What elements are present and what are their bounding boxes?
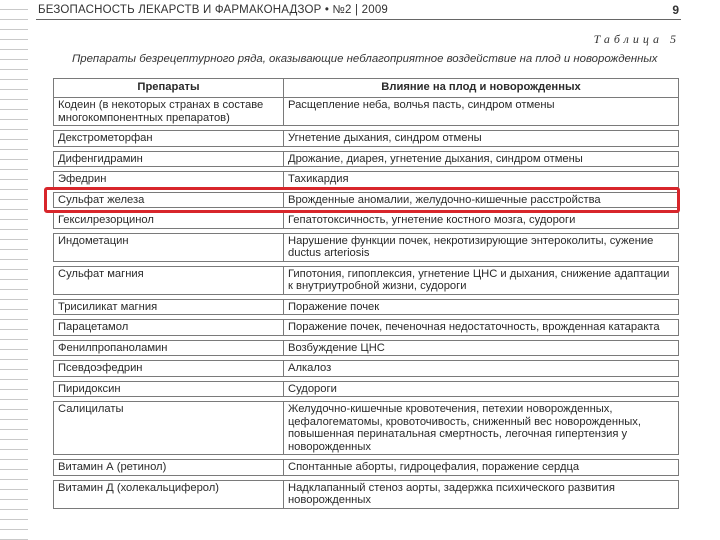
table-row: [54, 131, 679, 147]
table-row: [54, 233, 679, 261]
table-header-row: [54, 79, 679, 98]
drug-effects-table: [53, 78, 679, 509]
table-row: [54, 402, 679, 455]
effect-cell: Гипотония, гипоплексия, угнетение ЦНС и дыхания, снижение адаптации к внутриутробной жизни, судороги: [284, 266, 679, 294]
table-row: [54, 361, 679, 377]
drug-cell: Псевдоэфедрин: [54, 361, 284, 377]
effect-cell: Поражение почек: [284, 299, 679, 315]
effect-cell: Возбуждение ЦНС: [284, 340, 679, 356]
page-number: 9: [672, 3, 679, 17]
effect-cell: Тахикардия: [284, 172, 679, 188]
column-header-drugs: Препараты: [54, 79, 284, 98]
drug-cell: Сульфат магния: [54, 266, 284, 294]
drug-cell: Пиридоксин: [54, 381, 284, 397]
drug-cell: Эфедрин: [54, 172, 284, 188]
drug-cell: Кодеин (в некоторых странах в составе многокомпонентных препаратов): [54, 98, 284, 126]
table-body: [54, 98, 679, 509]
document-page: [36, 0, 686, 540]
drug-cell: Декстрометорфан: [54, 131, 284, 147]
table-row: [54, 98, 679, 126]
table-row: [54, 213, 679, 229]
drug-cell: Гексилрезорцинол: [54, 213, 284, 229]
drug-cell: Парацетамол: [54, 320, 284, 336]
effect-cell: Алкалоз: [284, 361, 679, 377]
effect-cell: Гепатотоксичность, угнетение костного мозга, судороги: [284, 213, 679, 229]
table-label: Таблица 5: [593, 32, 680, 46]
effect-cell: Поражение почек, печеночная недостаточность, врожденная катаракта: [284, 320, 679, 336]
effect-cell: Нарушение функции почек, некротизирующие энтероколиты, сужение ductus arteriosis: [284, 233, 679, 261]
table-row: [54, 480, 679, 508]
table-row: [54, 151, 679, 167]
table-caption: Препараты безрецептурного ряда, оказывающие неблагоприятное воздействие на плод и новорожденных: [72, 53, 658, 65]
column-header-effects: Влияние на плод и новорожденных: [284, 79, 679, 98]
journal-title: БЕЗОПАСНОСТЬ ЛЕКАРСТВ И ФАРМАКОНАДЗОР • №2 | 2009: [38, 4, 389, 16]
running-header: [36, 3, 681, 20]
drug-cell: Фенилпропаноламин: [54, 340, 284, 356]
slide-left-stripe: [0, 0, 28, 540]
effect-cell: Желудочно-кишечные кровотечения, петехии новорожденных, цефалогематомы, кровоточивость, сниженный вес новорожденных, повышенная перинатальная смертность, легочная гипертензия у новорожденных: [284, 402, 679, 455]
effect-cell: Расщепление неба, волчья пасть, синдром отмены: [284, 98, 679, 126]
effect-cell: Угнетение дыхания, синдром отмены: [284, 131, 679, 147]
drug-cell: Сульфат железа: [54, 192, 284, 208]
table-row: [54, 266, 679, 294]
table-row-highlighted: [54, 192, 679, 208]
effect-cell: Дрожание, диарея, угнетение дыхания, синдром отмены: [284, 151, 679, 167]
table-row: [54, 381, 679, 397]
effect-cell: Надклапанный стеноз аорты, задержка психического развития новорожденных: [284, 480, 679, 508]
drug-cell: Салицилаты: [54, 402, 284, 455]
effect-cell: Врожденные аномалии, желудочно-кишечные расстройства: [284, 192, 679, 208]
table-row: [54, 460, 679, 476]
table-row: [54, 172, 679, 188]
drug-cell: Трисиликат магния: [54, 299, 284, 315]
drug-cell: Дифенгидрамин: [54, 151, 284, 167]
drug-cell: Витамин Д (холекальциферол): [54, 480, 284, 508]
drug-cell: Витамин А (ретинол): [54, 460, 284, 476]
effect-cell: Спонтанные аборты, гидроцефалия, поражение сердца: [284, 460, 679, 476]
table-row: [54, 340, 679, 356]
table-row: [54, 299, 679, 315]
effect-cell: Судороги: [284, 381, 679, 397]
table-row: [54, 320, 679, 336]
drug-cell: Индометацин: [54, 233, 284, 261]
